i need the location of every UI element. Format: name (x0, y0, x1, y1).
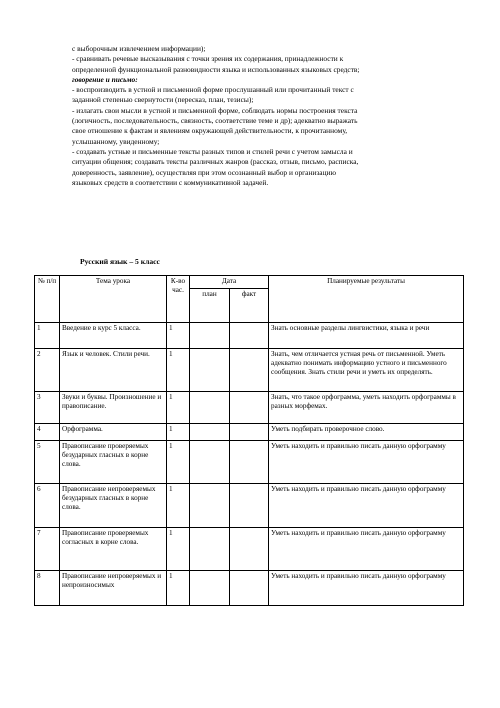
cell-num: 3 (35, 392, 60, 424)
intro-line: определенной функциональной разновидности языка и использованных языковых средств; (72, 64, 360, 74)
intro-line: языковых средств в соответствии с коммуникативной задачей. (72, 177, 269, 187)
cell-fact (230, 484, 269, 528)
lesson-plan-table (34, 275, 464, 606)
table-row (35, 424, 464, 441)
cell-hours: 1 (167, 528, 190, 571)
cell-results: Знать основные разделы лингвистики, языка и речи (269, 323, 464, 349)
cell-topic: Язык и человек. Стили речи. (60, 349, 167, 392)
cell-results: Уметь находить и правильно писать данную орфограмму (269, 441, 464, 484)
table-row (35, 528, 464, 571)
table-row (35, 349, 464, 392)
intro-line: услышанному, увиденному; (72, 136, 160, 146)
intro-line: (логичность, последовательность, связность, соответствие теме и др); адекватно выражать (72, 116, 358, 126)
header-date: Дата (190, 276, 269, 289)
cell-topic: Правописание непроверяемых и непроизносимых (60, 571, 167, 606)
cell-fact (230, 349, 269, 392)
intro-line: - воспроизводить в устной и письменной форме прослушанный или прочитанный текст с (72, 85, 354, 95)
intro-line: с выборочным извлечением информации); (72, 44, 206, 53)
cell-num: 2 (35, 349, 60, 392)
intro-line: свое отношение к фактам и явлениям окружающей действительности, к прочитанному, (72, 126, 348, 136)
header-plan: план (190, 289, 230, 323)
header-hours: К-во час. (167, 276, 190, 323)
cell-num: 8 (35, 571, 60, 606)
cell-hours: 1 (167, 349, 190, 392)
cell-plan (190, 528, 230, 571)
cell-topic: Введение в курс 5 класса. (60, 323, 167, 349)
cell-hours: 1 (167, 323, 190, 349)
header-fact: факт (230, 289, 269, 323)
table-row (35, 323, 464, 349)
cell-hours: 1 (167, 424, 190, 441)
intro-line: доверенность, заявление), осуществляя при этом осознанный выбор и организацию (72, 167, 337, 177)
cell-num: 7 (35, 528, 60, 571)
intro-line: - сравнивать речевые высказывания с точки зрения их содержания, принадлежности к (72, 54, 344, 64)
cell-results: Уметь подбирать проверочное слово. (269, 424, 464, 441)
cell-results: Уметь находить и правильно писать данную орфограмму (269, 571, 464, 606)
cell-plan (190, 323, 230, 349)
cell-topic: Звуки и буквы. Произношение и правописание. (60, 392, 167, 424)
cell-fact (230, 424, 269, 441)
cell-fact (230, 441, 269, 484)
cell-hours: 1 (167, 392, 190, 424)
table-row (35, 484, 464, 528)
header-num: № п/п (35, 276, 60, 323)
intro-line: ситуации общения; создавать тексты различных жанров (рассказ, отзыв, письмо, расписка, (72, 157, 359, 167)
cell-num: 6 (35, 484, 60, 528)
cell-hours: 1 (167, 441, 190, 484)
cell-topic: Правописание непроверяемых безударных гласных в корне слова. (60, 484, 167, 528)
cell-hours: 1 (167, 484, 190, 528)
cell-num: 4 (35, 424, 60, 441)
header-topic: Тема урока (60, 276, 167, 323)
intro-line: - создавать устные и письменные тексты разных типов и стилей речи с учетом замысла и (72, 146, 353, 156)
header-results: Планируемые результаты (269, 276, 464, 323)
cell-plan (190, 349, 230, 392)
cell-results: Знать, чем отличается устная речь от письменной. Уметь адекватно понимать информацию устного и письменного сообщения. Знать стили речи и уметь их определять. (269, 349, 464, 392)
cell-fact (230, 571, 269, 606)
section-title: Русский язык – 5 класс (80, 257, 160, 266)
cell-fact (230, 323, 269, 349)
cell-fact (230, 392, 269, 424)
cell-results: Уметь находить и правильно писать данную орфограмму (269, 528, 464, 571)
cell-plan (190, 424, 230, 441)
cell-results: Знать, что такое орфограмма, уметь находить орфограммы в разных морфемах. (269, 392, 464, 424)
table-row (35, 571, 464, 606)
intro-heading: говорение и письмо: (72, 74, 138, 84)
cell-topic: Правописание проверяемых согласных в корне слова. (60, 528, 167, 571)
cell-topic: Орфограмма. (60, 424, 167, 441)
cell-plan (190, 441, 230, 484)
cell-plan (190, 484, 230, 528)
cell-plan (190, 392, 230, 424)
cell-plan (190, 571, 230, 606)
cell-fact (230, 528, 269, 571)
table-header-row (35, 276, 464, 289)
intro-text (72, 44, 464, 188)
table-row (35, 441, 464, 484)
intro-line: заданной степенью свернутости (пересказ, план, тезисы); (72, 95, 254, 105)
cell-num: 1 (35, 323, 60, 349)
table-row (35, 392, 464, 424)
cell-hours: 1 (167, 571, 190, 606)
intro-line: - излагать свои мысли в устной и письменной форме, соблюдать нормы построения текста (72, 105, 358, 115)
cell-results: Уметь находить и правильно писать данную орфограмму (269, 484, 464, 528)
cell-num: 5 (35, 441, 60, 484)
cell-topic: Правописание проверяемых безударных гласных в корне слова. (60, 441, 167, 484)
